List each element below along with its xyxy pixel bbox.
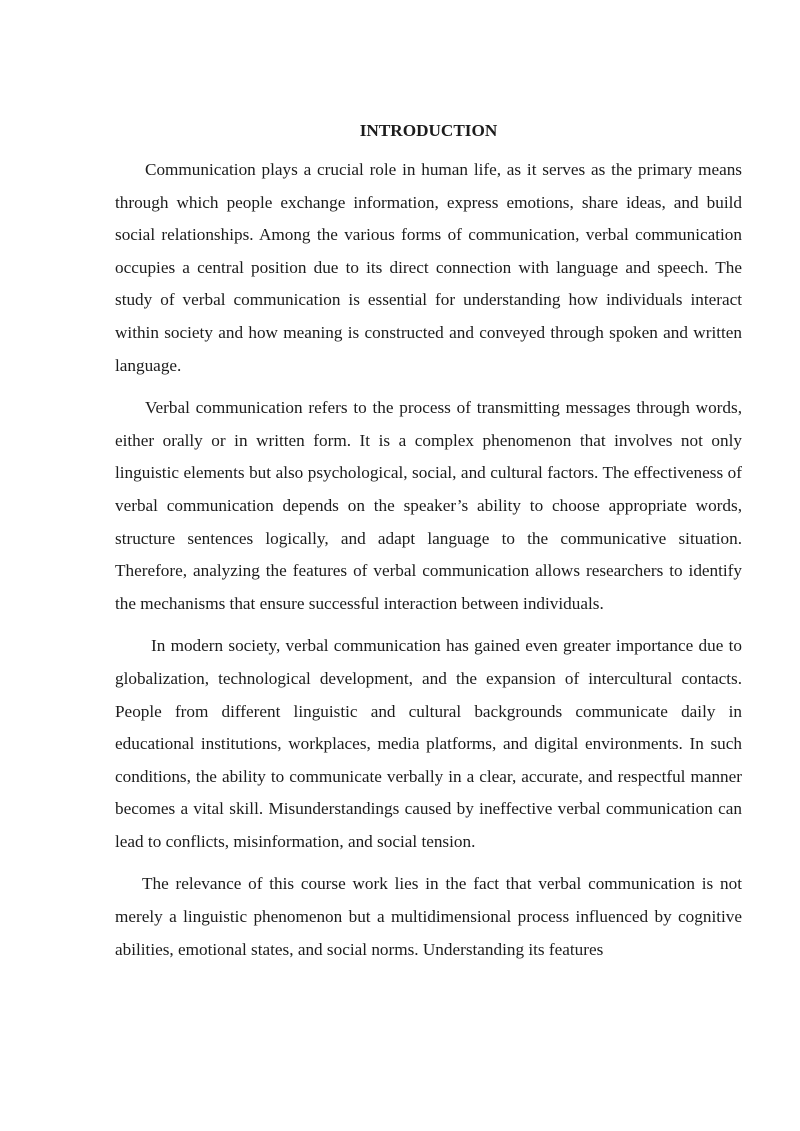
page-title: INTRODUCTION — [359, 121, 498, 140]
paragraph-2: Verbal communication refers to the process of transmitting messages through words, either orally or in written form. It is a complex phenomenon that involves not only linguistic elements but also psychological, social, and cultural factors. The effectiveness of verbal communication depends on the speaker’s ability to choose appropriate words, structure sentences logically, and adapt language to the communicative situation. Therefore, analyzing the features of verbal communication allows researchers to identify the mechanisms that ensure successful interaction between individuals. — [115, 398, 742, 613]
paragraph-4: The relevance of this course work lies in the fact that verbal communication is not merely a linguistic phenomenon but a multidimensional process influenced by cognitive abilities, emotional states, and social norms. Understanding its features — [115, 874, 742, 959]
document-page — [115, 119, 742, 976]
paragraph-3: In modern society, verbal communication has gained even greater importance due to globalization, technological development, and the expansion of intercultural contacts. People from different linguistic and cultural backgrounds communicate daily in educational institutions, workplaces, media platforms, and digital environments. In such conditions, the ability to communicate verbally in a clear, accurate, and respectful manner becomes a vital skill. Misunderstandings caused by ineffective verbal communication can lead to conflicts, misinformation, and social tension. — [115, 636, 742, 851]
paragraph-1: Communication plays a crucial role in human life, as it serves as the primary means through which people exchange information, express emotions, share ideas, and build social relationships. Among the various forms of communication, verbal communication occupies a central position due to its direct connection with language and speech. The study of verbal communication is essential for understanding how individuals interact within society and how meaning is constructed and conveyed through spoken and written language. — [115, 160, 742, 375]
